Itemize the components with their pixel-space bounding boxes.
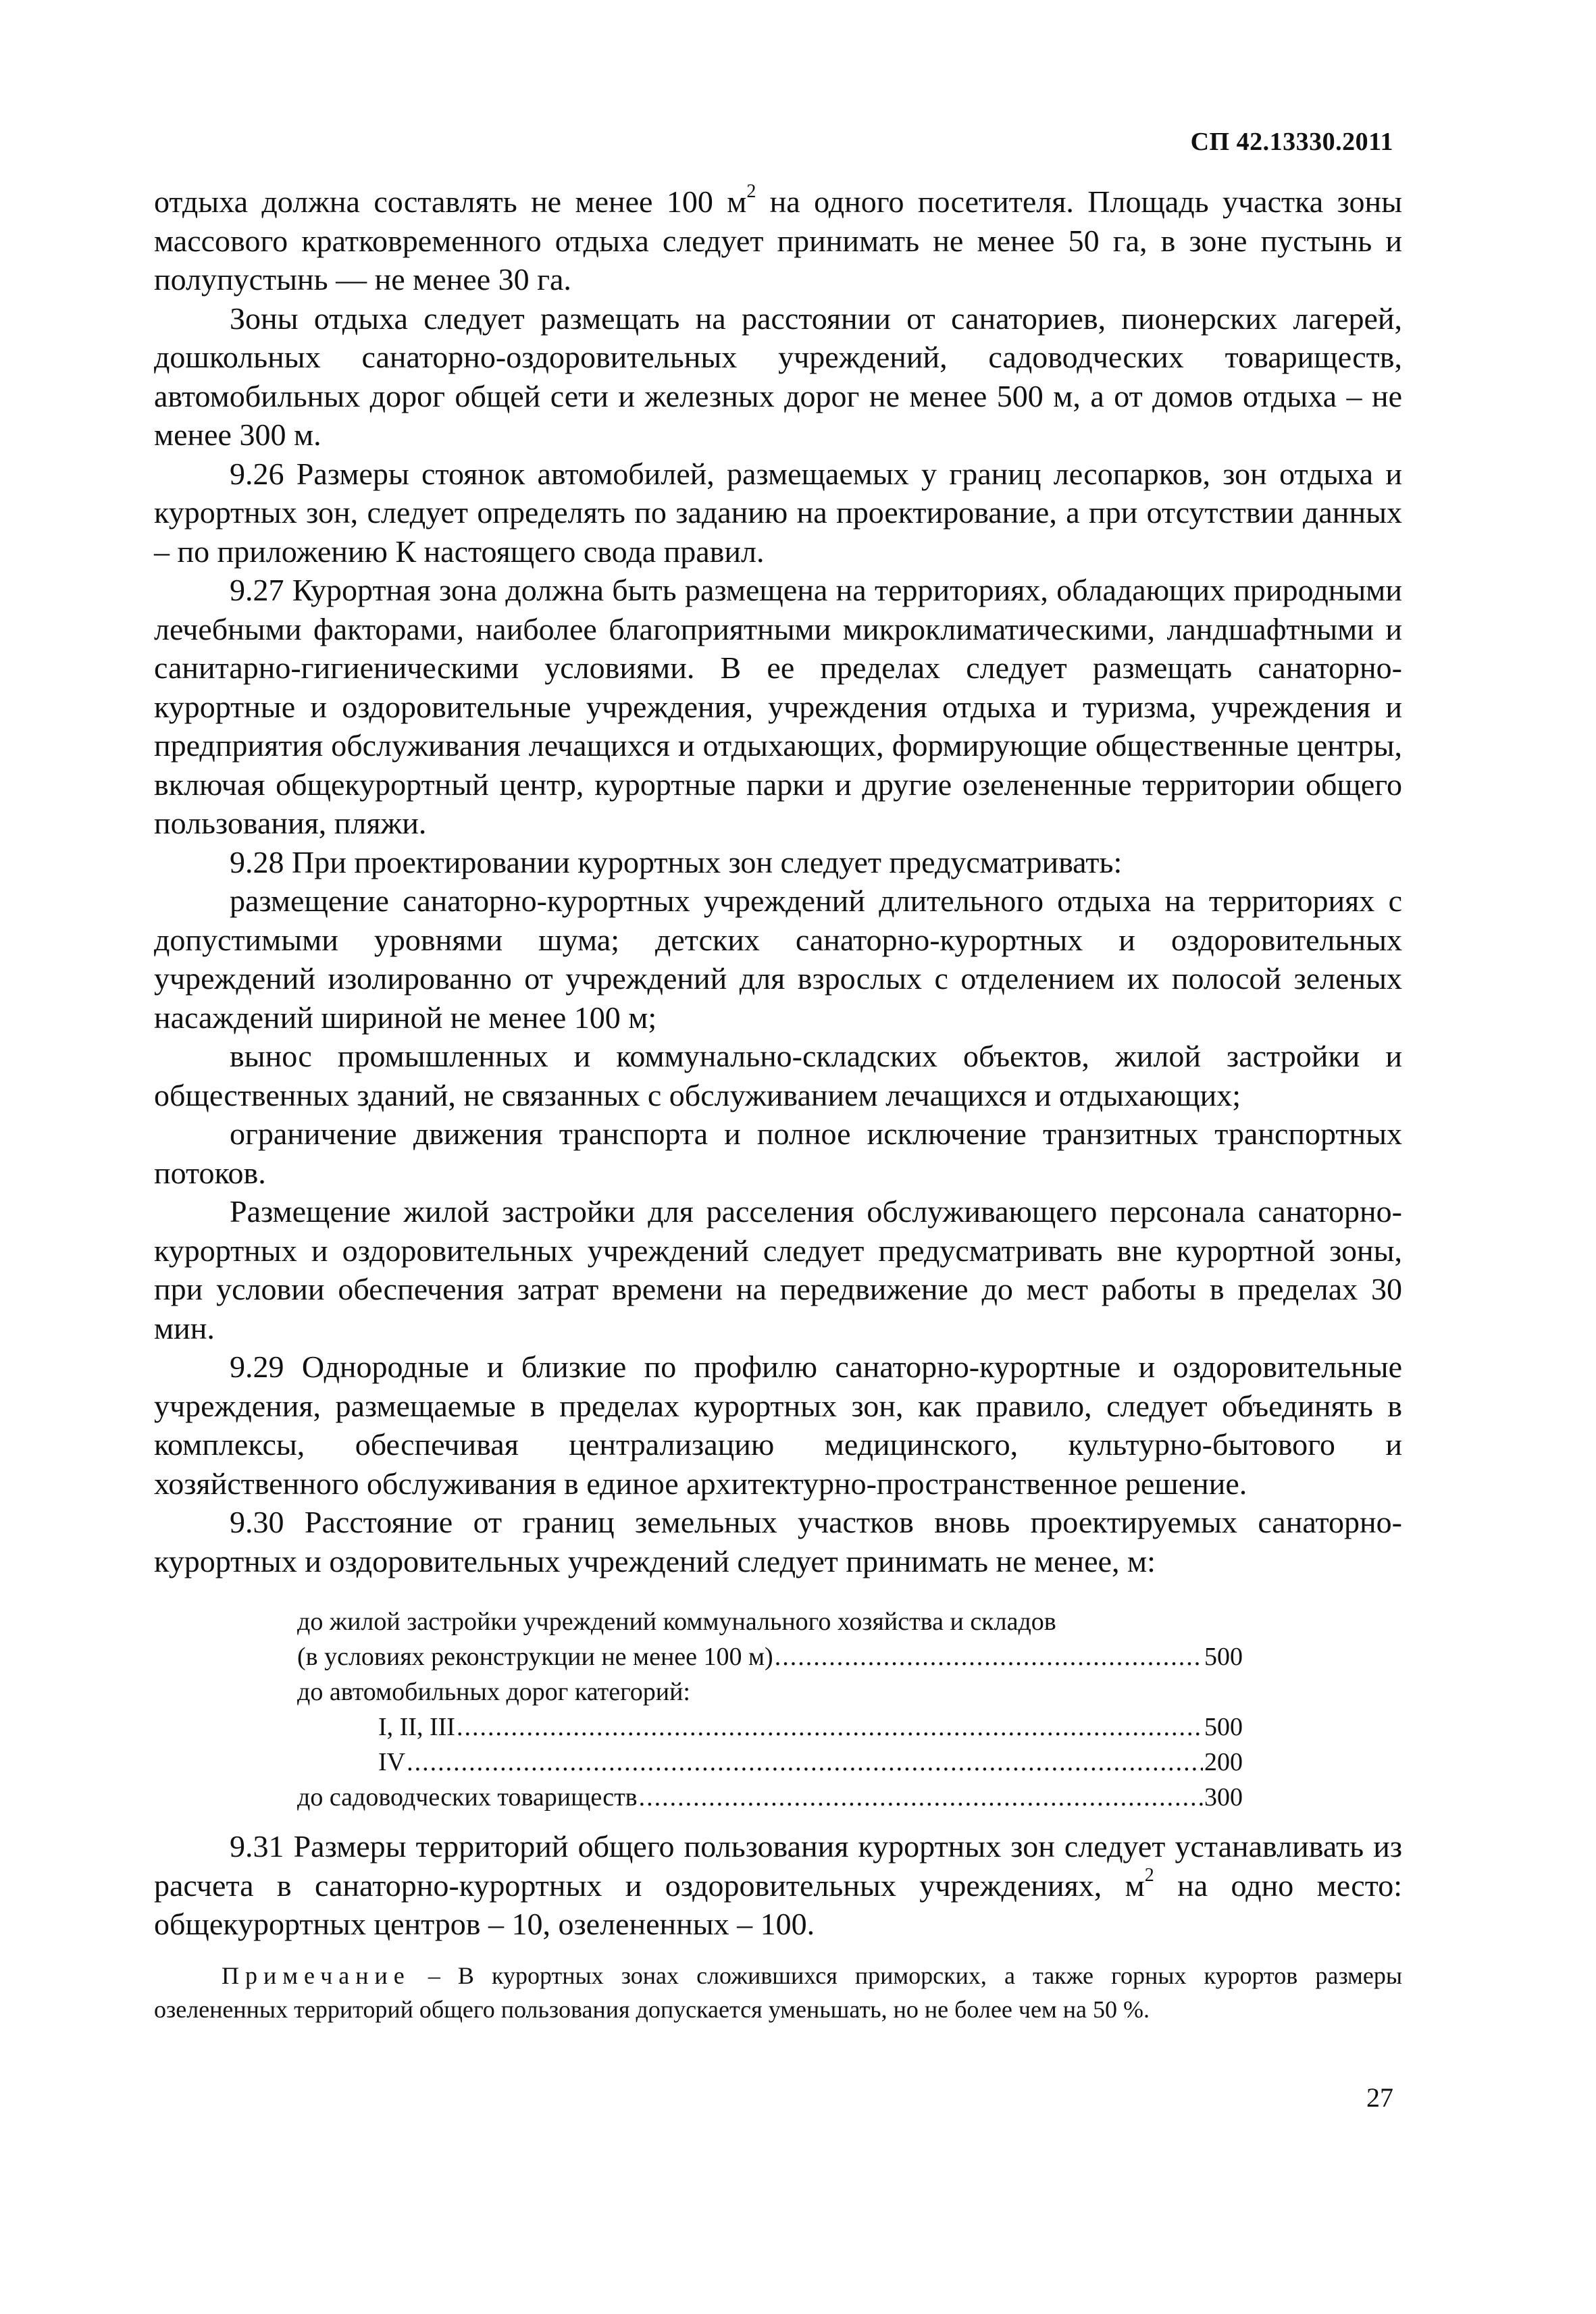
paragraph-rest-zones: Зоны отдыха следует размещать на расстоянии от санаториев, пионерских лагерей, дошкольных санаторно-оздоровительных учреждений, садоводческих товариществ, автомобильных дорог общей сети и железных дорог не менее 500 м, а от домов отдыха – не менее 300 м. [154,301,1402,452]
distance-label: до жилой застройки учреждений коммунального хозяйства и складов [297,1608,1056,1636]
dot-leader [407,1745,1203,1780]
distance-row [297,1709,1243,1745]
superscript: 2 [746,181,756,202]
paragraph-9-31 [154,1827,1402,1944]
distance-row [297,1780,1243,1815]
dot-leader [639,1780,1203,1815]
main-text [154,182,1402,1580]
distance-label: I, II, III [378,1713,455,1741]
paragraph-9-29: 9.29 Однородные и близкие по профилю санаторно-курортные и оздоровительные учреждения, размещаемые в пределах курортных зон, как правило, следует объединять в комплексы, обеспечивая централизацию медицинского, культурно-бытового и хозяйственного обслуживания в единое архитектурно-пространственное решение. [154,1349,1402,1501]
distance-value: 500 [1204,1713,1243,1741]
paragraph-continuation [154,182,1402,299]
distance-row [297,1604,1243,1639]
list-item-traffic: ограничение движения транспорта и полное исключение транзитных транспортных потоков. [154,1116,1402,1190]
distance-label: IV [378,1748,406,1776]
paragraph-9-28: 9.28 При проектировании курортных зон следует предусматривать: [230,844,1123,879]
distance-value: 200 [1204,1748,1243,1776]
distance-row [297,1639,1243,1674]
paragraph-text: 9.31 Размеры территорий общего пользования курортных зон следует устанавливать из расчета в санаторно-курортных и оздоровительных учреждениях, м [154,1829,1402,1903]
note [154,1959,1402,2026]
distance-value: 300 [1204,1783,1243,1811]
distance-label: (в условиях реконструкции не менее 100 м) [297,1643,773,1671]
list-item-removal: вынос промышленных и коммунально-складских объектов, жилой застройки и общественных зданий, не связанных с обслуживанием лечащихся и отдыхающих; [154,1039,1402,1112]
distance-row [297,1745,1243,1780]
note-label: Примечание [222,1962,411,1989]
distance-row [297,1674,1243,1709]
paragraph-9-30: 9.30 Расстояние от границ земельных участков вновь проектируемых санаторно-курортных и оздоровительных учреждений следует принимать не менее, м: [154,1505,1402,1578]
distance-value: 500 [1204,1643,1243,1671]
note-text: – В курортных зонах сложившихся приморских, а также горных курортов размеры озелененных территорий общего пользования допускается уменьшать, но не более чем на 50 %. [154,1962,1402,2023]
dot-leader [457,1709,1203,1745]
paragraph-text: отдыха должна составлять не менее 100 м [154,184,747,219]
paragraph-text: на одного посетителя. Площадь участка зоны массового кратковременного отдыха следует принимать не менее 50 га, в зоне пустынь и полупустынь — не менее 30 га. [154,184,1402,297]
list-item-placement: размещение санаторно-курортных учреждений длительного отдыха на территориях с допустимыми уровнями шума; детских санаторно-курортных и оздоровительных учреждений изолированно от учреждений для взрослых с отделением их полосой зеленых насаждений шириной не менее 100 м; [154,883,1402,1035]
distance-label: до садоводческих товариществ [297,1783,638,1811]
paragraph-9-27: 9.27 Курортная зона должна быть размещена на территориях, обладающих природными лечебными факторами, наиболее благоприятными микроклиматическими, ландшафтными и санитарно-гигиеническими условиями. В ее пределах следует размещать санаторно-курортные и оздоровительные учреждения, учреждения отдыха и туризма, учреждения и предприятия обслуживания лечащихся и отдыхающих, формирующие общественные центры, включая общекурортный центр, курортные парки и другие озелененные территории общего пользования, пляжи. [154,573,1402,840]
main-text-lower [154,1827,1402,1944]
paragraph-9-26: 9.26 Размеры стоянок автомобилей, размещаемых у границ лесопарков, зон отдыха и курортных зон, следует определять по заданию на проектирование, а при отсутствии данных – по приложению К настоящего свода правил. [154,456,1402,569]
document-code: СП 42.13330.2011 [1190,128,1393,156]
paragraph-staff-housing: Размещение жилой застройки для расселения обслуживающего персонала санаторно-курортных и оздоровительных учреждений следует предусматривать вне курортной зоны, при условии обеспечения затрат времени на передвижение до мест работы в пределах 30 мин. [154,1194,1402,1345]
superscript: 2 [1144,1864,1154,1886]
distance-list [297,1604,1243,1815]
distance-label: до автомобильных дорог категорий: [297,1678,690,1706]
paragraph-text: на одно место: общекурортных центров – 10, озелененных – 100. [154,1868,1402,1941]
page-number: 27 [1366,2082,1393,2113]
dot-leader [775,1639,1203,1674]
